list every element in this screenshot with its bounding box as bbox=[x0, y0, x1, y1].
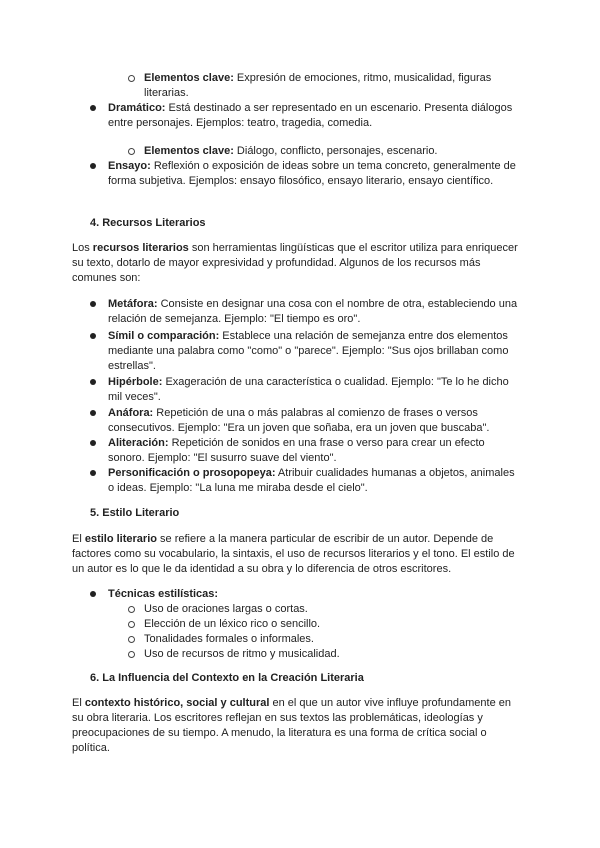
list-item-hiperbole bbox=[108, 376, 509, 389]
item-label: Hipérbole: bbox=[108, 376, 163, 388]
paragraph-bold-term: estilo literario bbox=[84, 533, 157, 545]
sub-item-text: Diálogo, conflicto, personajes, escenario. bbox=[233, 145, 438, 157]
item-label: Aliteración: bbox=[108, 437, 169, 449]
paragraph-text: política. bbox=[72, 742, 110, 754]
list-item-ensayo bbox=[108, 160, 516, 173]
item-label: Símil o comparación: bbox=[108, 330, 220, 342]
sub-list-item: Uso de oraciones largas o cortas. bbox=[144, 603, 308, 615]
item-label: Metáfora: bbox=[108, 298, 158, 310]
item-text-cont: sonoro. Ejemplo: "El susurro suave del viento". bbox=[108, 452, 337, 464]
item-label: Dramático: bbox=[108, 102, 166, 114]
bullet-icon bbox=[90, 163, 96, 169]
paragraph-bold-term: contexto histórico, social y cultural bbox=[84, 697, 270, 709]
sub-bullet-icon bbox=[128, 636, 135, 643]
item-label: Anáfora: bbox=[108, 407, 154, 419]
paragraph-text: se refiere a la manera particular de escribir de un autor. Depende de bbox=[156, 533, 494, 545]
list-item-personificacion bbox=[108, 467, 515, 480]
item-text-cont: estrellas". bbox=[108, 360, 156, 372]
sub-item-text: Expresión de emociones, ritmo, musicalidad, figuras bbox=[233, 72, 492, 84]
item-text-cont: mil veces". bbox=[108, 391, 161, 403]
item-label: Personificación o prosopopeya: bbox=[108, 467, 276, 479]
item-text-cont: forma subjetiva. Ejemplos: ensayo filosófico, ensayo literario, ensayo científico. bbox=[108, 175, 494, 187]
sub-bullet-icon bbox=[128, 651, 135, 658]
bullet-icon bbox=[90, 333, 96, 339]
paragraph-text: comunes son: bbox=[72, 272, 141, 284]
list-item-dramatico bbox=[108, 102, 512, 115]
section-heading-6: 6. La Influencia del Contexto en la Creación Literaria bbox=[90, 672, 364, 684]
bullet-icon bbox=[90, 301, 96, 307]
item-label: Ensayo: bbox=[108, 160, 151, 172]
paragraph-contexto bbox=[72, 697, 511, 710]
sub-list-item: Uso de recursos de ritmo y musicalidad. bbox=[144, 648, 340, 660]
sub-item-elementos-dramatico bbox=[144, 145, 438, 158]
item-text-cont: entre personajes. Ejemplos: teatro, tragedia, comedia. bbox=[108, 117, 373, 129]
paragraph-bold-term: recursos literarios bbox=[92, 242, 189, 254]
paragraph-text: El bbox=[72, 697, 85, 709]
paragraph-text: factores como su vocabulario, la sintaxis, el uso de recursos literarios y el tono. El estilo de bbox=[72, 548, 515, 560]
item-text: Está destinado a ser representado en un escenario. Presenta diálogos bbox=[165, 102, 513, 114]
bullet-icon bbox=[90, 440, 96, 446]
paragraph-text: preocupaciones de su tiempo. A menudo, la literatura es una forma de crítica social o bbox=[72, 727, 487, 739]
section-heading-5: 5. Estilo Literario bbox=[90, 507, 180, 519]
list-item-tecnicas: Técnicas estilísticas: bbox=[108, 588, 219, 600]
bullet-icon bbox=[90, 591, 96, 597]
paragraph-text: en el que un autor vive influye profundamente en bbox=[269, 697, 512, 709]
bullet-icon bbox=[90, 379, 96, 385]
item-text-cont: relación de semejanza. Ejemplo: "El tiempo es oro". bbox=[108, 313, 361, 325]
sub-item-label: Elementos clave: bbox=[144, 145, 234, 157]
sub-item-elementos-lirico bbox=[144, 72, 491, 85]
item-text: Repetición de sonidos en una frase o verso para crear un efecto bbox=[168, 437, 485, 449]
sub-item-label: Elementos clave: bbox=[144, 72, 234, 84]
list-item-anafora bbox=[108, 407, 478, 420]
item-text: Repetición de una o más palabras al comienzo de frases o versos bbox=[153, 407, 478, 419]
paragraph-text: El bbox=[72, 533, 85, 545]
sub-list-item: Elección de un léxico rico o sencillo. bbox=[144, 618, 321, 630]
section-heading-4: 4. Recursos Literarios bbox=[90, 217, 206, 229]
paragraph-estilo bbox=[72, 533, 493, 546]
bullet-icon bbox=[90, 470, 96, 476]
list-item-aliteracion bbox=[108, 437, 485, 450]
item-text: Exageración de una característica o cualidad. Ejemplo: "Te lo he dicho bbox=[162, 376, 509, 388]
item-text: Reflexión o exposición de ideas sobre un tema concreto, generalmente de bbox=[150, 160, 516, 172]
sub-list-item: Tonalidades formales o informales. bbox=[144, 633, 314, 645]
paragraph-text: su texto, dotarlo de mayor expresividad y profundidad. Algunos de los recursos más bbox=[72, 257, 481, 269]
item-text: Establece una relación de semejanza entre dos elementos bbox=[219, 330, 508, 342]
item-text-cont: mediante una palabra como "como" o "parece". Ejemplo: "Sus ojos brillaban como bbox=[108, 345, 509, 357]
sub-bullet-icon bbox=[128, 606, 135, 613]
list-item-simil bbox=[108, 330, 508, 343]
item-text: Atribuir cualidades humanas a objetos, animales bbox=[275, 467, 515, 479]
paragraph-text: su obra literaria. Los escritores reflejan en sus textos las problemáticas, ideologías y bbox=[72, 712, 483, 724]
item-text: Consiste en designar una cosa con el nombre de otra, estableciendo una bbox=[157, 298, 518, 310]
item-text-cont: consecutivos. Ejemplo: "Era un joven que soñaba, era un joven que buscaba". bbox=[108, 422, 490, 434]
sub-bullet-icon bbox=[128, 621, 135, 628]
paragraph-text: un autor es lo que le da identidad a su obra y lo diferencia de otros escritores. bbox=[72, 563, 452, 575]
sub-bullet-icon bbox=[128, 148, 135, 155]
bullet-icon bbox=[90, 105, 96, 111]
item-text-cont: o ideas. Ejemplo: "La luna me miraba desde el cielo". bbox=[108, 482, 368, 494]
list-item-metafora bbox=[108, 298, 517, 311]
paragraph-text: Los bbox=[72, 242, 93, 254]
sub-item-text-cont: literarias. bbox=[144, 87, 189, 99]
paragraph-recursos bbox=[72, 242, 518, 255]
sub-bullet-icon bbox=[128, 75, 135, 82]
paragraph-text: son herramientas lingüísticas que el escritor utiliza para enriquecer bbox=[188, 242, 518, 254]
bullet-icon bbox=[90, 410, 96, 416]
